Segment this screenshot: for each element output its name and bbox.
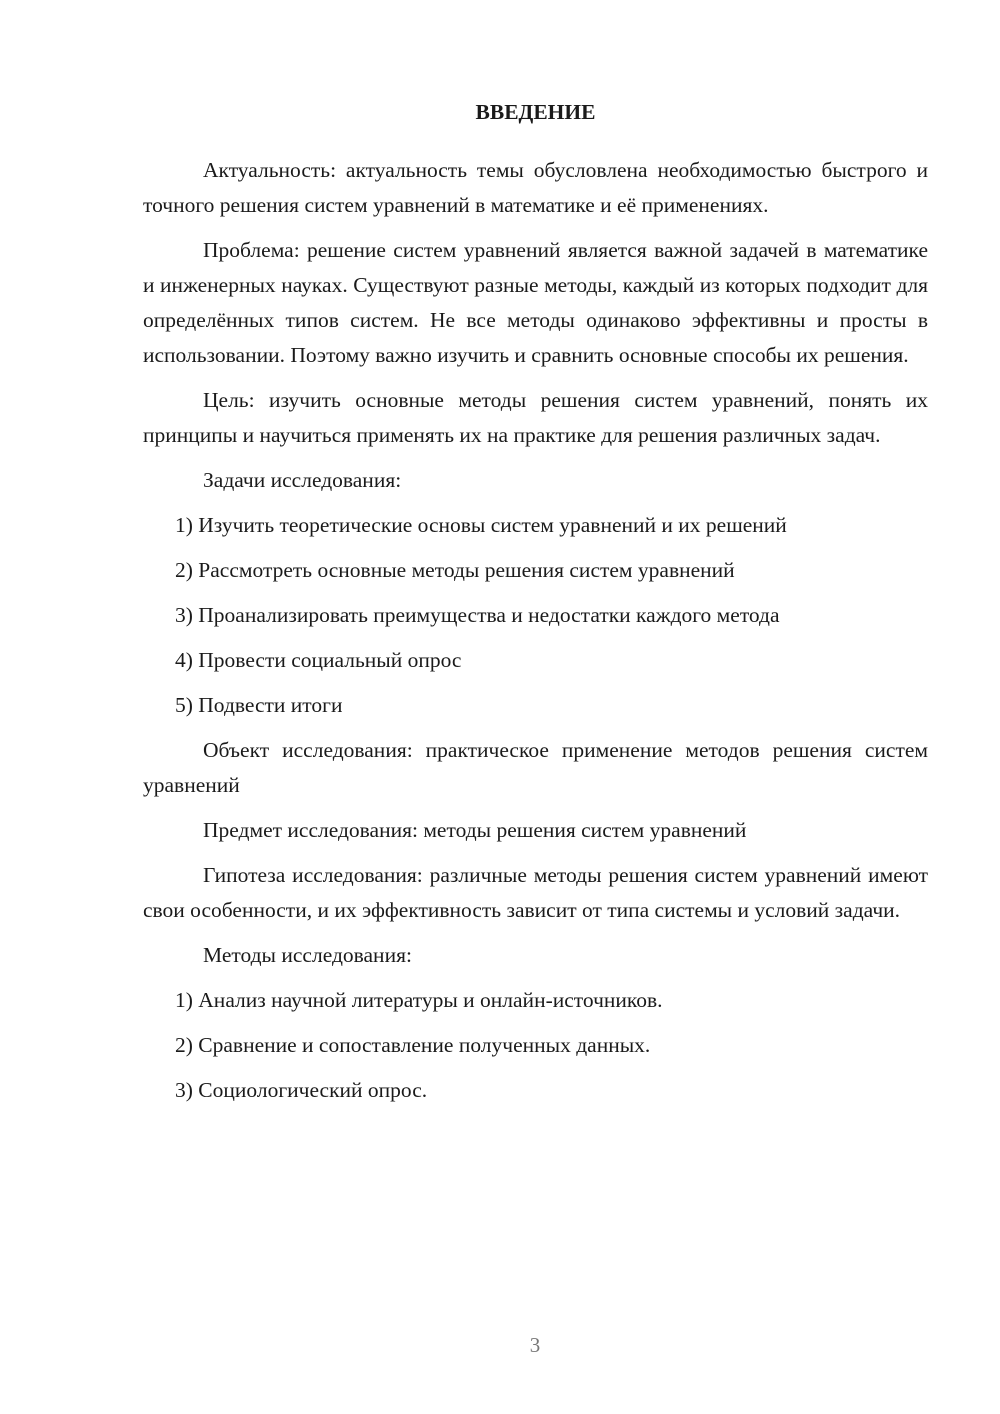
list-item: 4) Провести социальный опрос	[175, 648, 462, 672]
section-title: ВВЕДЕНИЕ	[475, 100, 596, 124]
list-item: 3) Социологический опрос.	[175, 1078, 428, 1102]
object-paragraph: Объект исследования: практическое применение методов решения систем уравнений	[143, 738, 928, 797]
tasks-list	[143, 508, 928, 723]
goal-paragraph: Цель: изучить основные методы решения систем уравнений, понять их принципы и научиться применять их на практике для решения различных задач.	[143, 388, 928, 447]
methods-heading: Методы исследования:	[203, 943, 412, 967]
hypothesis-paragraph: Гипотеза исследования: различные методы решения систем уравнений имеют свои особенности, и их эффективность зависит от типа системы и условий задачи.	[143, 863, 928, 922]
problem-paragraph: Проблема: решение систем уравнений является важной задачей в математике и инженерных науках. Существуют разные методы, каждый из которых подходит для определённых типов систем. Не все методы одинаково эффективны и просты в использовании. Поэтому важно изучить и сравнить основные способы их решения.	[143, 238, 928, 367]
relevance-paragraph: Актуальность: актуальность темы обусловлена необходимостью быстрого и точного решения систем уравнений в математике и её применениях.	[143, 158, 928, 217]
list-item: 1) Анализ научной литературы и онлайн-источников.	[175, 988, 663, 1012]
list-item: 5) Подвести итоги	[175, 693, 343, 717]
list-item: 3) Проанализировать преимущества и недостатки каждого метода	[175, 603, 780, 627]
document-page	[143, 95, 928, 1118]
subject-paragraph: Предмет исследования: методы решения систем уравнений	[203, 818, 747, 842]
list-item: 2) Сравнение и сопоставление полученных данных.	[175, 1033, 651, 1057]
methods-list	[143, 983, 928, 1108]
page-number: 3	[529, 1333, 541, 1357]
list-item: 1) Изучить теоретические основы систем уравнений и их решений	[175, 513, 787, 537]
list-item: 2) Рассмотреть основные методы решения систем уравнений	[175, 558, 735, 582]
tasks-heading: Задачи исследования:	[203, 468, 402, 492]
